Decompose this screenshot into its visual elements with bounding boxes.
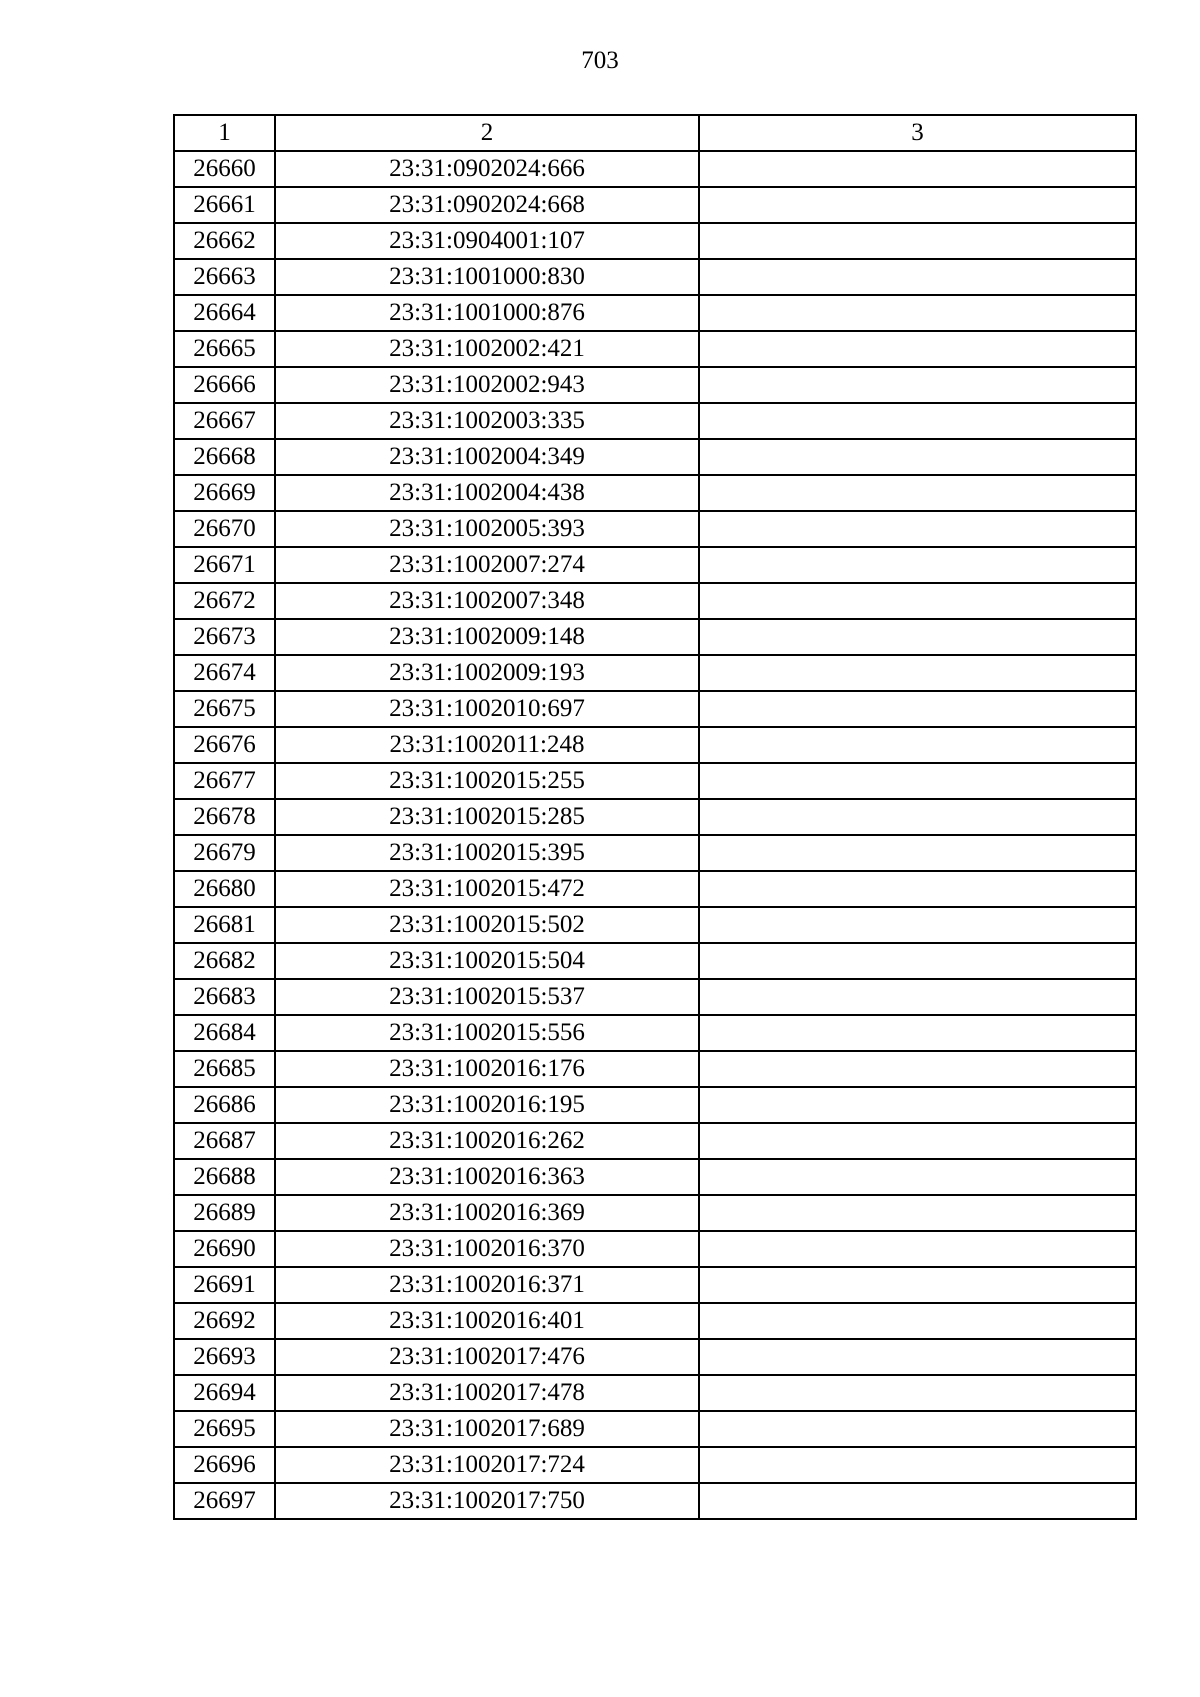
cadastral-number-cell: 23:31:1002002:943 (275, 367, 699, 403)
table-body (174, 151, 1136, 1519)
table-row (174, 1447, 1136, 1483)
table-row (174, 1159, 1136, 1195)
cadastral-number-cell: 23:31:1002009:148 (275, 619, 699, 655)
notes-cell (699, 619, 1136, 655)
notes-cell (699, 1195, 1136, 1231)
notes-cell (699, 403, 1136, 439)
table-row (174, 619, 1136, 655)
cadastral-number-cell: 23:31:0902024:668 (275, 187, 699, 223)
cadastral-number-cell: 23:31:1002017:689 (275, 1411, 699, 1447)
notes-cell (699, 367, 1136, 403)
notes-cell (699, 475, 1136, 511)
cadastral-number-cell: 23:31:1002015:556 (275, 1015, 699, 1051)
table-row (174, 1087, 1136, 1123)
notes-cell (699, 1015, 1136, 1051)
notes-cell (699, 583, 1136, 619)
header-row (174, 115, 1136, 151)
row-number-cell: 26694 (174, 1375, 275, 1411)
notes-cell (699, 655, 1136, 691)
cadastral-number-cell: 23:31:1002016:363 (275, 1159, 699, 1195)
table-row (174, 799, 1136, 835)
row-number-cell: 26661 (174, 187, 275, 223)
row-number-cell: 26677 (174, 763, 275, 799)
cadastral-number-cell: 23:31:1002015:395 (275, 835, 699, 871)
row-number-cell: 26670 (174, 511, 275, 547)
notes-cell (699, 1303, 1136, 1339)
table-row (174, 295, 1136, 331)
notes-cell (699, 835, 1136, 871)
table-row (174, 1267, 1136, 1303)
row-number-cell: 26662 (174, 223, 275, 259)
table-row (174, 151, 1136, 187)
cadastral-number-cell: 23:31:1002016:371 (275, 1267, 699, 1303)
cadastral-number-cell: 23:31:1002016:176 (275, 1051, 699, 1087)
table-row (174, 259, 1136, 295)
table-row (174, 1123, 1136, 1159)
notes-cell (699, 1231, 1136, 1267)
row-number-cell: 26674 (174, 655, 275, 691)
table-row (174, 979, 1136, 1015)
row-number-cell: 26692 (174, 1303, 275, 1339)
row-number-cell: 26693 (174, 1339, 275, 1375)
row-number-cell: 26697 (174, 1483, 275, 1519)
row-number-cell: 26691 (174, 1267, 275, 1303)
notes-cell (699, 223, 1136, 259)
row-number-cell: 26676 (174, 727, 275, 763)
table-row (174, 655, 1136, 691)
row-number-cell: 26685 (174, 1051, 275, 1087)
notes-cell (699, 511, 1136, 547)
notes-cell (699, 907, 1136, 943)
cadastral-number-cell: 23:31:1002015:285 (275, 799, 699, 835)
row-number-cell: 26672 (174, 583, 275, 619)
column-header-1: 1 (174, 115, 275, 151)
notes-cell (699, 151, 1136, 187)
row-number-cell: 26675 (174, 691, 275, 727)
row-number-cell: 26688 (174, 1159, 275, 1195)
table-row (174, 1051, 1136, 1087)
cadastral-number-cell: 23:31:1002015:472 (275, 871, 699, 907)
notes-cell (699, 547, 1136, 583)
notes-cell (699, 259, 1136, 295)
cadastral-number-cell: 23:31:1002016:195 (275, 1087, 699, 1123)
notes-cell (699, 187, 1136, 223)
cadastral-number-cell: 23:31:1002017:750 (275, 1483, 699, 1519)
table-row (174, 1195, 1136, 1231)
table-row (174, 187, 1136, 223)
row-number-cell: 26695 (174, 1411, 275, 1447)
cadastral-number-cell: 23:31:1002007:348 (275, 583, 699, 619)
notes-cell (699, 1051, 1136, 1087)
notes-cell (699, 871, 1136, 907)
table-row (174, 1411, 1136, 1447)
notes-cell (699, 763, 1136, 799)
cadastral-number-cell: 23:31:1002004:349 (275, 439, 699, 475)
row-number-cell: 26660 (174, 151, 275, 187)
notes-cell (699, 1483, 1136, 1519)
cadastral-number-cell: 23:31:1002010:697 (275, 691, 699, 727)
table-row (174, 403, 1136, 439)
table-row (174, 511, 1136, 547)
table-row (174, 1339, 1136, 1375)
row-number-cell: 26671 (174, 547, 275, 583)
table-row (174, 331, 1136, 367)
cadastral-number-cell: 23:31:1002016:369 (275, 1195, 699, 1231)
table-row (174, 1231, 1136, 1267)
row-number-cell: 26667 (174, 403, 275, 439)
cadastral-number-cell: 23:31:1002016:370 (275, 1231, 699, 1267)
notes-cell (699, 799, 1136, 835)
cadastral-number-cell: 23:31:1002002:421 (275, 331, 699, 367)
notes-cell (699, 331, 1136, 367)
row-number-cell: 26687 (174, 1123, 275, 1159)
row-number-cell: 26682 (174, 943, 275, 979)
row-number-cell: 26679 (174, 835, 275, 871)
cadastral-number-cell: 23:31:1002017:478 (275, 1375, 699, 1411)
notes-cell (699, 691, 1136, 727)
notes-cell (699, 1159, 1136, 1195)
notes-cell (699, 943, 1136, 979)
notes-cell (699, 1447, 1136, 1483)
row-number-cell: 26683 (174, 979, 275, 1015)
row-number-cell: 26664 (174, 295, 275, 331)
table-row (174, 1303, 1136, 1339)
table-row (174, 871, 1136, 907)
notes-cell (699, 1339, 1136, 1375)
cadastral-number-cell: 23:31:1002004:438 (275, 475, 699, 511)
table-row (174, 691, 1136, 727)
notes-cell (699, 727, 1136, 763)
page-number: 703 (581, 47, 619, 74)
row-number-cell: 26663 (174, 259, 275, 295)
cadastral-number-cell: 23:31:1002015:502 (275, 907, 699, 943)
table-row (174, 943, 1136, 979)
table-row (174, 547, 1136, 583)
table-row (174, 583, 1136, 619)
column-header-2: 2 (275, 115, 699, 151)
row-number-cell: 26668 (174, 439, 275, 475)
column-header-3: 3 (699, 115, 1136, 151)
cadastral-number-cell: 23:31:1002007:274 (275, 547, 699, 583)
row-number-cell: 26669 (174, 475, 275, 511)
cadastral-number-cell: 23:31:1002003:335 (275, 403, 699, 439)
notes-cell (699, 1375, 1136, 1411)
table-row (174, 1015, 1136, 1051)
cadastral-number-cell: 23:31:1001000:876 (275, 295, 699, 331)
cadastral-number-cell: 23:31:1002005:393 (275, 511, 699, 547)
cadastral-number-cell: 23:31:1002015:537 (275, 979, 699, 1015)
notes-cell (699, 1123, 1136, 1159)
row-number-cell: 26696 (174, 1447, 275, 1483)
table-row (174, 727, 1136, 763)
row-number-cell: 26684 (174, 1015, 275, 1051)
row-number-cell: 26665 (174, 331, 275, 367)
cadastral-number-cell: 23:31:1002016:401 (275, 1303, 699, 1339)
table-row (174, 475, 1136, 511)
cadastral-number-cell: 23:31:1002015:255 (275, 763, 699, 799)
table-row (174, 223, 1136, 259)
cadastral-number-cell: 23:31:0902024:666 (275, 151, 699, 187)
cadastral-number-cell: 23:31:1002016:262 (275, 1123, 699, 1159)
notes-cell (699, 1411, 1136, 1447)
notes-cell (699, 979, 1136, 1015)
notes-cell (699, 439, 1136, 475)
notes-cell (699, 295, 1136, 331)
table-row (174, 763, 1136, 799)
table-row (174, 439, 1136, 475)
cadastral-number-cell: 23:31:1002017:724 (275, 1447, 699, 1483)
table-row (174, 835, 1136, 871)
row-number-cell: 26690 (174, 1231, 275, 1267)
cadastral-number-cell: 23:31:1001000:830 (275, 259, 699, 295)
row-number-cell: 26689 (174, 1195, 275, 1231)
table-row (174, 367, 1136, 403)
cadastral-number-cell: 23:31:1002011:248 (275, 727, 699, 763)
row-number-cell: 26680 (174, 871, 275, 907)
cadastral-number-cell: 23:31:1002015:504 (275, 943, 699, 979)
table-row (174, 1483, 1136, 1519)
row-number-cell: 26686 (174, 1087, 275, 1123)
table-row (174, 1375, 1136, 1411)
table-header (174, 115, 1136, 151)
row-number-cell: 26678 (174, 799, 275, 835)
cadastral-number-cell: 23:31:1002017:476 (275, 1339, 699, 1375)
table-row (174, 907, 1136, 943)
row-number-cell: 26673 (174, 619, 275, 655)
notes-cell (699, 1267, 1136, 1303)
cadastral-number-table (173, 114, 1137, 1520)
notes-cell (699, 1087, 1136, 1123)
row-number-cell: 26681 (174, 907, 275, 943)
cadastral-number-cell: 23:31:0904001:107 (275, 223, 699, 259)
cadastral-number-cell: 23:31:1002009:193 (275, 655, 699, 691)
row-number-cell: 26666 (174, 367, 275, 403)
